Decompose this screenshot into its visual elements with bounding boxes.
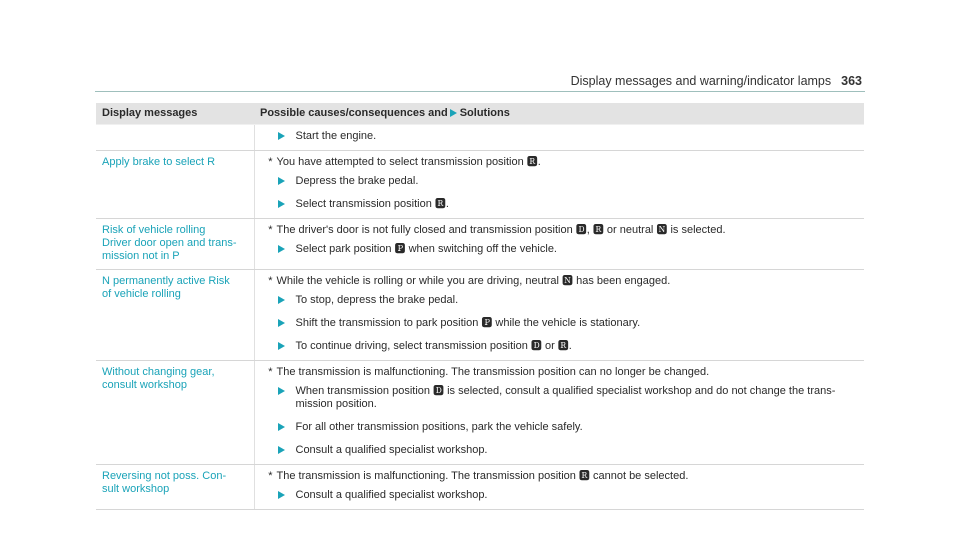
solution-step bbox=[255, 438, 865, 464]
play-arrow-icon bbox=[278, 132, 285, 140]
column-header-causes-text: Possible causes/consequences and bbox=[260, 107, 448, 119]
table-row bbox=[96, 151, 864, 219]
cause-text bbox=[255, 361, 865, 379]
solution-text: Select transmission position 🆁. bbox=[295, 198, 449, 210]
play-arrow-icon bbox=[278, 387, 285, 395]
column-header-display-messages: Display messages bbox=[96, 103, 254, 125]
display-message-label: Reversing not poss. Con- sult workshop bbox=[102, 470, 227, 495]
play-arrow-icon bbox=[278, 200, 285, 208]
solution-text: Depress the brake pedal. bbox=[295, 175, 419, 187]
cause-text-content: The transmission is malfunctioning. The transmission position 🆁 cannot be selected. bbox=[276, 470, 689, 482]
message-cell bbox=[96, 465, 254, 510]
causes-solutions-cell bbox=[254, 465, 864, 510]
page-header bbox=[0, 0, 960, 92]
play-arrow-icon bbox=[450, 109, 457, 117]
message-cell bbox=[96, 361, 254, 465]
play-arrow-icon bbox=[278, 342, 285, 350]
table-row bbox=[96, 465, 864, 510]
table-row bbox=[96, 125, 864, 151]
cause-text-content: While the vehicle is rolling or while you are driving, neutral 🅽 has been engaged. bbox=[276, 275, 671, 287]
causes-solutions-cell bbox=[254, 219, 864, 270]
cause-text-content: You have attempted to select transmission position 🆁. bbox=[276, 156, 541, 168]
message-cell bbox=[96, 219, 254, 270]
solution-text: Shift the transmission to park position 🅿 while the vehicle is stationary. bbox=[295, 317, 641, 329]
cause-text bbox=[255, 270, 865, 288]
display-message-label: N permanently active Risk of vehicle rolling bbox=[102, 275, 230, 300]
solution-step bbox=[255, 125, 865, 150]
message-cell bbox=[96, 125, 254, 151]
asterisk-marker: * bbox=[268, 156, 273, 168]
header-divider bbox=[95, 91, 865, 92]
message-cell bbox=[96, 151, 254, 219]
solution-text: For all other transmission positions, park the vehicle safely. bbox=[295, 421, 583, 433]
play-arrow-icon bbox=[278, 491, 285, 499]
table-row bbox=[96, 361, 864, 465]
section-title: Display messages and warning/indicator lamps bbox=[570, 74, 832, 88]
table-row bbox=[96, 219, 864, 270]
cause-text-content: The driver's door is not fully closed and transmission position 🅳, 🆁 or neutral 🅽 is selected. bbox=[276, 224, 726, 236]
display-message-label: Apply brake to select R bbox=[102, 156, 216, 168]
play-arrow-icon bbox=[278, 296, 285, 304]
display-messages-table bbox=[96, 103, 864, 510]
play-arrow-icon bbox=[278, 446, 285, 454]
message-cell bbox=[96, 270, 254, 361]
cause-text bbox=[255, 465, 865, 483]
solution-step bbox=[255, 192, 865, 218]
table-row bbox=[96, 270, 864, 361]
solution-step bbox=[255, 379, 865, 415]
solution-text: When transmission position 🅳 is selected, consult a qualified specialist workshop and do not change the trans- mission position. bbox=[295, 385, 836, 410]
solution-step bbox=[255, 334, 865, 360]
solution-step bbox=[255, 415, 865, 438]
page-header-title bbox=[571, 74, 862, 88]
asterisk-marker: * bbox=[268, 224, 273, 236]
causes-solutions-cell bbox=[254, 151, 864, 219]
solution-text: Select park position 🅿 when switching off the vehicle. bbox=[295, 243, 557, 255]
solution-text: To continue driving, select transmission position 🅳 or 🆁. bbox=[295, 340, 572, 352]
causes-solutions-cell bbox=[254, 125, 864, 151]
cause-text-content: The transmission is malfunctioning. The transmission position can no longer be changed. bbox=[276, 366, 710, 378]
solution-text: Start the engine. bbox=[295, 130, 377, 142]
cause-text bbox=[255, 151, 865, 169]
asterisk-marker: * bbox=[268, 275, 273, 287]
solution-step bbox=[255, 311, 865, 334]
display-message-label: Risk of vehicle rolling Driver door open and trans- mission not in P bbox=[102, 224, 237, 262]
play-arrow-icon bbox=[278, 319, 285, 327]
display-message-label: Without changing gear, consult workshop bbox=[102, 366, 215, 391]
solution-step bbox=[255, 169, 865, 192]
cause-text bbox=[255, 219, 865, 237]
solution-text: Consult a qualified specialist workshop. bbox=[295, 444, 488, 456]
causes-solutions-cell bbox=[254, 361, 864, 465]
play-arrow-icon bbox=[278, 245, 285, 253]
asterisk-marker: * bbox=[268, 366, 273, 378]
column-header-solutions-text: Solutions bbox=[459, 107, 510, 119]
play-arrow-icon bbox=[278, 423, 285, 431]
solution-text: To stop, depress the brake pedal. bbox=[295, 294, 459, 306]
page-number: 363 bbox=[841, 74, 862, 88]
table-header-row bbox=[96, 103, 864, 125]
play-arrow-icon bbox=[278, 177, 285, 185]
asterisk-marker: * bbox=[268, 470, 273, 482]
solution-text: Consult a qualified specialist workshop. bbox=[295, 489, 488, 501]
solution-step bbox=[255, 483, 865, 509]
table-body bbox=[96, 125, 864, 510]
solution-step bbox=[255, 237, 865, 263]
column-header-causes bbox=[254, 103, 864, 125]
solution-step bbox=[255, 288, 865, 311]
causes-solutions-cell bbox=[254, 270, 864, 361]
